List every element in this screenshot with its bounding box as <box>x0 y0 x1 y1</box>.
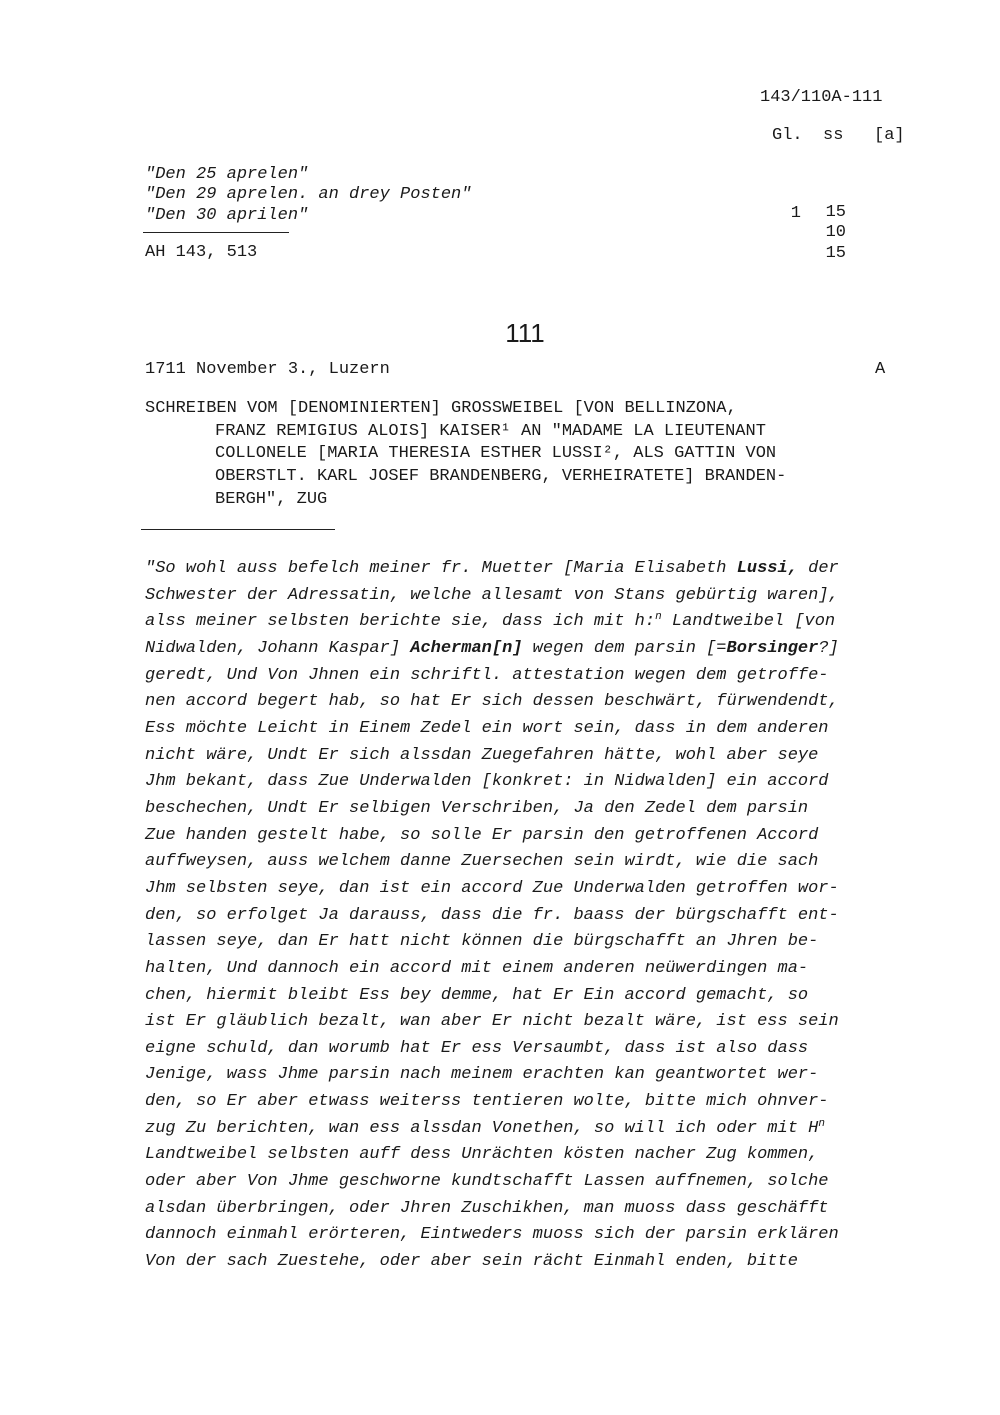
body-line: den, so erfolget Ja darauss, dass die fr. baass der bürgschafft ent- <box>145 905 839 925</box>
ledger-row-label: "Den 29 aprelen. an drey Posten" <box>145 185 472 204</box>
page-reference: 143/110A-111 <box>760 88 883 107</box>
body-line: Ess möchte Leicht in Einem Zedel ein wort sein, dass in dem anderen <box>145 718 829 738</box>
ledger-row-label: "Den 25 aprelen" <box>145 165 309 184</box>
body-line: Jhm selbsten seye, dan ist ein accord Zue Underwalden getroffen wor- <box>145 878 839 898</box>
body-line: Nidwalden, Johann Kaspar] Acherman[n] wegen dem parsin [=Borsinger?] <box>145 638 839 658</box>
ledger-column-headers: Gl. ss [a] <box>772 126 905 145</box>
body-line: auffweysen, auss welchem danne Zuersechen sein wirdt, wie die sach <box>145 852 819 872</box>
body-line: oder aber Von Jhme geschworne kundtschafft Lassen auffnemen, solche <box>145 1172 829 1192</box>
body-line: "So wohl auss befelch meiner fr. Muetter [Maria Elisabeth Lussi, der <box>145 559 839 578</box>
ledger-row-schilling: 15 <box>825 244 846 263</box>
document-number: 111 <box>505 318 545 348</box>
body-line: Schwester der Adressatin, welche allesamt von Stans gebürtig waren], <box>145 585 839 605</box>
body-line: Landtweibel selbsten auff dess Unrächten kösten nacher Zug kommen, <box>145 1145 819 1165</box>
divider <box>143 232 289 233</box>
body-line: eigne schuld, dan worumb hat Er ess Versaumbt, dass ist also dass <box>145 1038 809 1058</box>
source-reference: AH 143, 513 <box>145 243 258 262</box>
ledger-row-schilling: 15 <box>825 203 846 222</box>
regest-line: OBERSTLT. KARL JOSEF BRANDENBERG, VERHEIRATETE] BRANDEN- <box>215 467 787 487</box>
body-line: lassen seye, dan Er hatt nicht können die bürgschafft an Jhren be- <box>145 932 819 952</box>
regest-line: COLLONELE [MARIA THERESIA ESTHER LUSSI², ALS GATTIN VON <box>215 444 777 464</box>
date-place: 1711 November 3., Luzern <box>145 360 390 379</box>
body-line: geredt, Und Von Jhnen ein schriftl. attestation wegen dem getroffe- <box>145 665 829 685</box>
body-line: ist Er gläublich bezalt, wan aber Er nicht bezalt wäre, ist ess sein <box>145 1012 839 1032</box>
regest-line: BERGH", ZUG <box>215 489 328 509</box>
name-lussi: Lussi, <box>736 559 798 578</box>
letter-code: A <box>875 360 886 379</box>
regest-line: FRANZ REMIGIUS ALOIS] KAISER¹ AN "MADAME LA LIEUTENANT <box>215 421 766 441</box>
divider <box>141 529 335 530</box>
name-acherman: Acherman[n] <box>410 638 523 658</box>
regest-heading <box>145 398 786 512</box>
body-line: halten, Und dannoch ein accord mit einem anderen neüwerdingen ma- <box>145 958 809 978</box>
body-line: nen accord begert hab, so hat Er sich dessen beschwärt, fürwendendt, <box>145 692 839 712</box>
name-borsinger: Borsinger <box>726 638 819 658</box>
body-line: alsdan überbringen, oder Jhren Zuschikhen, man muoss dass geschäfft <box>145 1198 829 1218</box>
body-line: Jhm bekant, dass Zue Underwalden [konkret: in Nidwalden] ein accord <box>145 772 829 792</box>
ledger-row-label: "Den 30 aprilen" <box>145 206 309 225</box>
body-line: zug Zu berichten, wan ess alssdan Vonethen, so will ich oder mit $H^n$ <box>145 1117 825 1138</box>
ledger-row-schilling: 10 <box>825 223 846 242</box>
body-line: Von der sach Zuestehe, oder aber sein rächt Einmahl enden, bitte <box>145 1252 798 1272</box>
body-line: chen, hiermit bleibt Ess bey demme, hat Er Ein accord gemacht, so <box>145 985 809 1005</box>
ledger-row-gulden: 1 <box>790 204 801 223</box>
body-line: dannoch einmahl erörteren, Eintweders muoss sich der parsin erklären <box>145 1225 839 1245</box>
body-line: den, so Er aber etwass weiterss tentieren wolte, bitte mich ohnver- <box>145 1092 829 1112</box>
body-line: Zue handen gestelt habe, so solle Er parsin den getroffenen Accord <box>145 825 819 845</box>
regest-line: SCHREIBEN VOM [DENOMINIERTEN] GROSSWEIBEL [VON BELLINZONA, <box>145 399 737 418</box>
transcription-body <box>145 556 839 1276</box>
body-line: beschechen, Undt Er selbigen Verschriben, Ja den Zedel dem parsin <box>145 798 809 818</box>
body-line: alss meiner selbsten berichte sie, dass ich mit h:$^n$ Landtweibel [von <box>145 611 836 632</box>
body-line: Jenige, wass Jhme parsin nach meinem erachten kan geantwortet wer- <box>145 1065 819 1085</box>
body-line: nicht wäre, Undt Er sich alssdan Zuegefahren hätte, wohl aber seye <box>145 745 819 765</box>
